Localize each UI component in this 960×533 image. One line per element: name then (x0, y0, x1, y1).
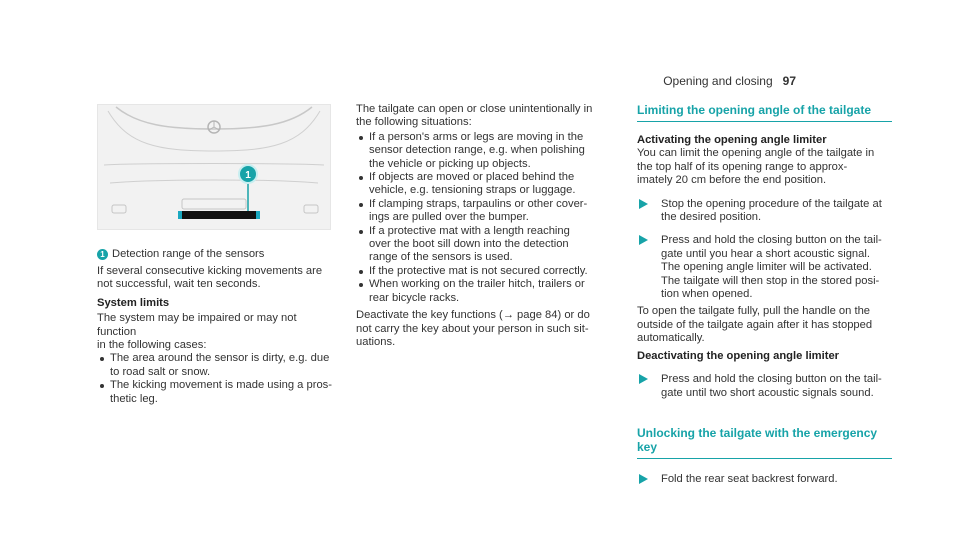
open-fully-text: To open the tailgate fully, pull the handle on the outside of the tailgate again after it has stopped automatically. (637, 305, 873, 345)
step-press-hold-deactivate: Press and hold the closing button on the tail- gate until two short acoustic signals sound. (637, 373, 892, 400)
activating-heading: Activating the opening angle limiter (637, 134, 827, 146)
column-3-text (637, 103, 892, 486)
activating-text: You can limit the opening angle of the tailgate in the top half of its opening range to approx- imately 20 cm before the end position. (637, 147, 875, 187)
list-item: If objects are moved or placed behind the vehicle, e.g. tensioning straps or luggage. (356, 171, 618, 198)
step-arrow-icon (639, 235, 648, 245)
system-limits-intro: The system may be impaired or may not function in the following cases: (97, 312, 297, 352)
system-limits-list (97, 352, 337, 406)
step-arrow-icon (639, 374, 648, 384)
step-stop-opening: Stop the opening procedure of the tailgate at the desired position. (637, 198, 892, 225)
deactivating-heading: Deactivating the opening angle limiter (637, 349, 840, 362)
figure-caption (97, 248, 337, 261)
step-arrow-icon (639, 474, 648, 484)
caption-badge: 1 (97, 249, 108, 260)
section-title-emergency-key: Unlocking the tailgate with the emergency key (637, 426, 892, 459)
list-item: The kicking movement is made using a pros- thetic leg. (97, 379, 337, 406)
car-rear-illustration (98, 105, 330, 229)
column-1-text (97, 265, 337, 406)
paragraph-retry: If several consecutive kicking movements are not successful, wait ten seconds. (97, 265, 323, 291)
list-item: If the protective mat is not secured correctly. (356, 265, 618, 278)
header-title: Opening and closing (663, 74, 773, 88)
list-item: When working on the trailer hitch, trailers or rear bicycle racks. (356, 278, 618, 305)
list-item: If a protective mat with a length reaching over the boot sill down into the detection range of the sensors is used. (356, 225, 618, 265)
step-press-hold-activate: Press and hold the closing button on the tail- gate until you hear a short acoustic signal. The opening angle limiter will be activated. The tailgate will then stop in the stored posi- tion when opened. (637, 234, 892, 301)
list-item: If a person's arms or legs are moving in the sensor detection range, e.g. when polishing the vehicle or picking up objects. (356, 131, 618, 171)
caption-text: Detection range of the sensors (112, 248, 265, 260)
step-fold-backrest: Fold the rear seat backrest forward. (637, 473, 892, 486)
list-item: If clamping straps, tarpaulins or other cover- ings are pulled over the bumper. (356, 198, 618, 225)
section-title-limiting: Limiting the opening angle of the tailgate (637, 103, 892, 122)
callout-1-label: 1 (245, 170, 251, 181)
step-arrow-icon (639, 199, 648, 209)
sensor-figure (97, 104, 331, 230)
detection-range-bar (182, 211, 256, 219)
list-item: The area around the sensor is dirty, e.g. due to road salt or snow. (97, 352, 337, 379)
unintentional-intro: The tailgate can open or close unintentionally in the following situations: (356, 103, 593, 129)
deactivate-note: Deactivate the key functions (→ page 84) or do not carry the key about your person in such sit- uations. (356, 309, 590, 348)
column-2-text (356, 103, 618, 349)
system-limits-heading: System limits (97, 296, 170, 309)
unintentional-list (356, 131, 618, 305)
page-number: 97 (782, 74, 796, 88)
page-header (663, 74, 796, 88)
